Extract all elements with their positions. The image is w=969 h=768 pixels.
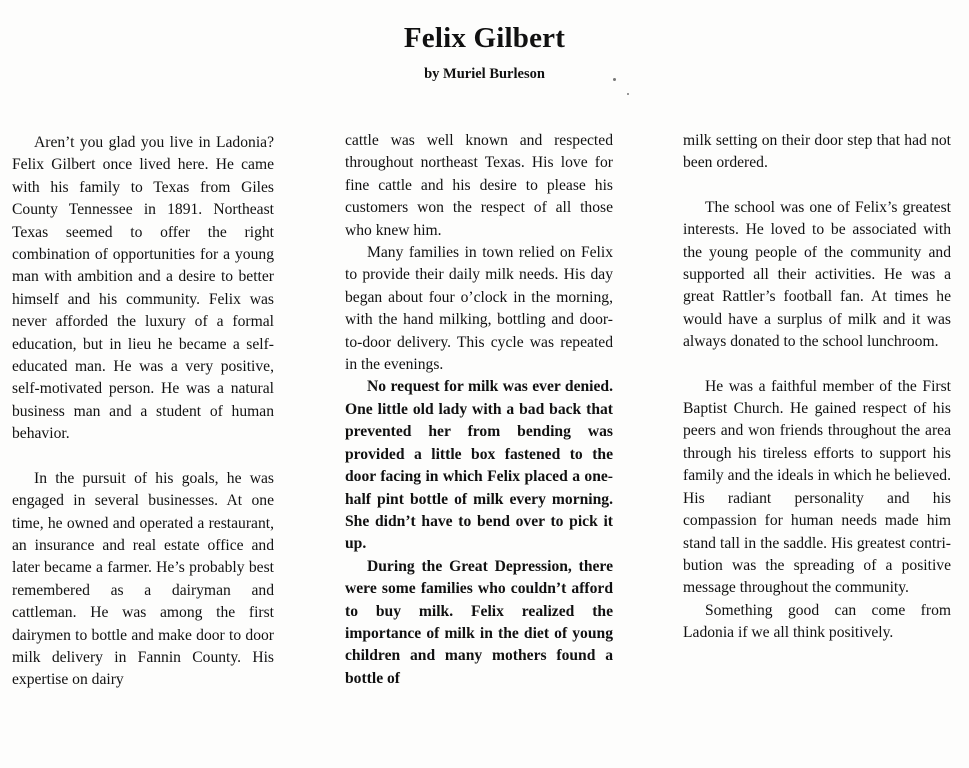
paragraph: No request for milk was ever denied. One little old lady with a bad back that prevented her from bending was provided a little box fastened to the door facing in which Felix placed a one-half pint bottle of milk every morning. She didn’t have to bend over to pick it up. [345, 378, 613, 553]
scan-speck [613, 78, 616, 81]
paragraph: The school was one of Felix’s greatest interests. He loved to be associated with the young people of the community and supported all their activities. He was a great Rattler’s football fan. At times he would have a surplus of milk and it was always donated to the school lunchroom. [683, 198, 951, 351]
paragraph: During the Great Depression, there were some families who couldn’t afford to buy milk. Felix realized the importance of milk in the diet of young children and many mothers found a bottle of [345, 557, 613, 687]
paragraph: cattle was well known and respected throughout northeast Texas. His love for fine cattle and his desire to please his customers won the respect of all those who knew him. [345, 132, 613, 239]
paragraph: Aren’t you glad you live in Ladonia? Felix Gilbert once lived here. He came with his family to Texas from Giles County Tennessee in 1891. Northeast Texas seemed to offer the right combination of opportunities for a young man with ambition and a desire to better himself and his community. Felix was never afforded the luxury of a formal education, but in lieu he became a self-educated man. He was a very positive, self-motivated person. He was a natural business man and a student of human behavior. [12, 134, 274, 443]
article-byline: by Muriel Burleson [424, 66, 545, 82]
paragraph: In the pursuit of his goals, he was engaged in several businesses. At one time, he owned and operated a restaurant, an insurance and real estate office and later became a farmer. He’s probably best remembered as a dairyman and cattleman. He was among the first dairymen to bottle and make door to door milk delivery in Fannin County. His expertise on dairy [12, 469, 274, 689]
paragraph: He was a faithful member of the First Baptist Church. He gained respect of his peers and won friends throughout the area through his tireless efforts to support his family and the ideals in which he believed. His radiant personality and his compassion for human needs made him stand tall in the saddle. His greatest contribution was the spreading of a positive message throughout the community. [683, 377, 951, 597]
paragraph: Something good can come from Ladonia if we all think positively. [683, 601, 951, 642]
article-column-3 [683, 130, 951, 645]
article-column-1 [12, 132, 274, 692]
paragraph: Many families in town relied on Felix to provide their daily milk needs. His day began about four o’clock in the morning, with the hand milking, bottling and door-to-door delivery. This cycle was repeated in the evenings. [345, 244, 613, 374]
paragraph: milk setting on their door step that had not been ordered. [683, 132, 951, 172]
article-title: Felix Gilbert [403, 22, 566, 54]
article-column-2 [345, 130, 613, 690]
scan-speck [627, 93, 629, 95]
